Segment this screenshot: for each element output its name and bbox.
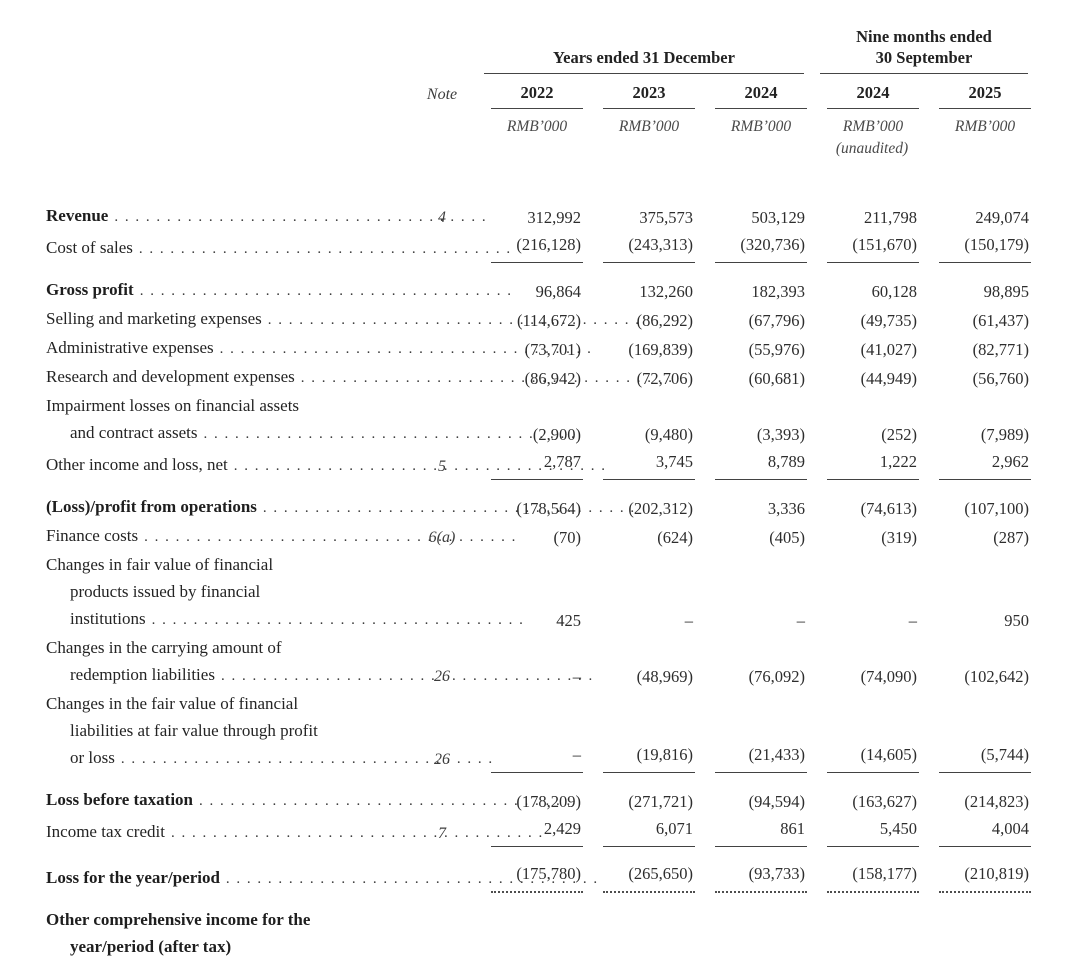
value-cell (924, 448, 1036, 480)
value-amount: (44,949) (860, 369, 917, 388)
value-cell (812, 421, 924, 448)
row-label-column (46, 906, 408, 960)
row-label: Loss for the year/period (46, 868, 220, 887)
value-amount: (94,594) (748, 792, 805, 811)
value-cell (924, 860, 1036, 893)
value-cell (476, 860, 588, 893)
year-header-2023: 2023 (603, 83, 695, 109)
note-column-header: Note (426, 86, 458, 103)
column-group-header-row (46, 26, 1080, 74)
year-header-2022: 2022 (491, 83, 583, 109)
value-amount: 249,074 (975, 208, 1029, 227)
row-label-line (46, 451, 408, 480)
value-amount: (150,179) (939, 231, 1031, 263)
value-amount: (202,312) (628, 499, 693, 518)
value-cell (812, 336, 924, 363)
table-row (46, 690, 1080, 773)
value-cell (700, 788, 812, 815)
value-amount: (178,564) (516, 499, 581, 518)
value-cell (924, 278, 1036, 305)
value-cell (588, 495, 700, 522)
value-cell (812, 307, 924, 334)
row-label: Other income and loss, net (46, 455, 228, 474)
row-label-line (46, 933, 408, 960)
value-amount: (624) (657, 528, 693, 547)
value-cell (588, 741, 700, 773)
value-amount: (102,642) (964, 667, 1029, 686)
row-label: Changes in the carrying amount of (46, 638, 282, 657)
value-amount: 5,450 (827, 815, 919, 847)
value-amount: 861 (715, 815, 807, 847)
row-label-line (46, 906, 408, 933)
value-cell (588, 365, 700, 392)
note-reference: 26 (434, 751, 450, 768)
value-cell (700, 336, 812, 363)
row-label-column (46, 522, 408, 551)
column-group-interim (820, 26, 1028, 74)
value-amount: (93,733) (715, 860, 807, 893)
dot-leader (152, 606, 525, 634)
value-cell (812, 231, 924, 263)
row-label: Changes in the fair value of financial (46, 694, 299, 713)
row-label-line (46, 202, 408, 231)
value-amount: (19,816) (603, 741, 695, 773)
value-cell (476, 421, 588, 448)
value-cell (476, 788, 588, 815)
group-interim-label-line1: Nine months ended (856, 27, 992, 46)
currency-column (812, 116, 924, 160)
row-label-line (46, 605, 408, 634)
note-reference: 26 (434, 668, 450, 685)
value-cell (588, 421, 700, 448)
row-label-column (46, 551, 408, 634)
row-label-line (46, 522, 408, 551)
row-label: Research and development expenses (46, 367, 295, 386)
value-cell (924, 204, 1036, 231)
value-amount: (9,480) (644, 425, 693, 444)
row-label-line (46, 493, 408, 522)
year-column (476, 83, 588, 109)
value-cell (476, 204, 588, 231)
row-label: liabilities at fair value through profit (70, 721, 318, 740)
table-row (46, 493, 1080, 522)
dot-leader (140, 277, 513, 305)
table-row (46, 786, 1080, 815)
note-reference: 7 (438, 825, 446, 842)
value-cell (700, 741, 812, 773)
value-amount: (210,819) (939, 860, 1031, 893)
value-amount: (7,989) (980, 425, 1029, 444)
currency-label: RMB’000 (954, 118, 1016, 135)
row-label-column (46, 634, 408, 690)
value-cell (476, 307, 588, 334)
table-row (46, 634, 1080, 690)
currency-label: RMB’000 (506, 118, 568, 135)
value-amount: (55,976) (748, 340, 805, 359)
value-amount: (74,090) (860, 667, 917, 686)
value-amount: 950 (1004, 611, 1029, 630)
currency-column (588, 116, 700, 138)
year-header-2024-interim: 2024 (827, 83, 919, 109)
value-cell (476, 231, 588, 263)
row-label-line (46, 334, 408, 363)
value-cell (924, 815, 1036, 847)
row-label-line (46, 578, 408, 605)
currency-label: RMB’000 (618, 118, 680, 135)
value-amount: (163,627) (852, 792, 917, 811)
row-label-column (46, 392, 408, 448)
value-amount: – (491, 741, 583, 773)
value-amount: – (684, 611, 693, 630)
value-amount: (175,780) (491, 860, 583, 893)
currency-column (700, 116, 812, 138)
row-label-line (46, 690, 408, 717)
value-cell (476, 448, 588, 480)
value-cell (812, 365, 924, 392)
value-amount: (3,393) (756, 425, 805, 444)
value-amount: (41,027) (860, 340, 917, 359)
value-cell (812, 204, 924, 231)
table-row (46, 551, 1080, 634)
row-label: institutions (70, 609, 146, 628)
row-label-column (46, 305, 408, 334)
value-amount: (158,177) (827, 860, 919, 893)
row-label-column (46, 234, 408, 263)
value-cell (812, 495, 924, 522)
row-label-column (46, 786, 408, 815)
value-cell (700, 365, 812, 392)
currency-label: RMB’000 (730, 118, 792, 135)
row-label-column (46, 451, 408, 480)
table-row (46, 363, 1080, 392)
value-amount: (5,744) (939, 741, 1031, 773)
value-amount: 60,128 (871, 282, 917, 301)
table-row (46, 906, 1080, 960)
value-cell (476, 607, 588, 634)
value-cell (588, 788, 700, 815)
value-cell (924, 607, 1036, 634)
value-cell (812, 815, 924, 847)
year-column (812, 83, 924, 109)
value-cell (700, 860, 812, 893)
row-label: year/period (after tax) (70, 937, 232, 956)
year-column (700, 83, 812, 109)
value-cell (476, 815, 588, 847)
note-reference: 6(a) (428, 529, 456, 546)
value-amount: (216,128) (491, 231, 583, 263)
value-amount: (72,706) (636, 369, 693, 388)
value-cell (924, 336, 1036, 363)
row-label: redemption liabilities (70, 665, 215, 684)
row-label: or loss (70, 748, 115, 767)
row-label: Loss before taxation (46, 790, 194, 809)
value-amount: (320,736) (715, 231, 807, 263)
row-label-line (46, 634, 408, 661)
value-cell (812, 524, 924, 551)
value-cell (476, 663, 588, 690)
value-amount: (86,292) (636, 311, 693, 330)
value-amount: (14,605) (827, 741, 919, 773)
row-label: (Loss)/profit from operations (46, 497, 257, 516)
value-cell (700, 524, 812, 551)
value-amount: (169,839) (628, 340, 693, 359)
value-cell (924, 741, 1036, 773)
value-cell (700, 607, 812, 634)
value-amount: (56,760) (972, 369, 1029, 388)
value-cell (812, 448, 924, 480)
year-header-2025-interim: 2025 (939, 83, 1031, 109)
value-amount: – (908, 611, 917, 630)
currency-header-row (46, 116, 1080, 160)
value-cell (588, 231, 700, 263)
row-label: Gross profit (46, 280, 134, 299)
currency-label: RMB’000 (842, 118, 904, 135)
value-cell (700, 231, 812, 263)
table-row (46, 860, 1080, 893)
value-amount: 211,798 (863, 208, 917, 227)
value-cell (700, 448, 812, 480)
value-amount: 8,789 (715, 448, 807, 480)
value-amount: – (796, 611, 805, 630)
value-amount: (86,942) (524, 369, 581, 388)
value-cell (812, 278, 924, 305)
table-row (46, 448, 1080, 480)
table-row (46, 334, 1080, 363)
table-row (46, 815, 1080, 847)
value-cell (812, 663, 924, 690)
value-cell (588, 448, 700, 480)
value-amount: (76,092) (748, 667, 805, 686)
value-cell (700, 307, 812, 334)
value-cell (924, 788, 1036, 815)
value-amount: 2,429 (491, 815, 583, 847)
row-label-line (46, 818, 408, 847)
value-amount: 6,071 (603, 815, 695, 847)
value-amount: 503,129 (751, 208, 805, 227)
value-cell (588, 336, 700, 363)
value-cell (812, 741, 924, 773)
value-amount: – (572, 667, 581, 686)
value-amount: (178,209) (516, 792, 581, 811)
row-label-line (46, 786, 408, 815)
value-cell (588, 204, 700, 231)
value-cell (588, 278, 700, 305)
note-reference: 5 (438, 458, 446, 475)
value-amount: (61,437) (972, 311, 1029, 330)
value-amount: 4,004 (939, 815, 1031, 847)
table-row (46, 202, 1080, 231)
row-label: Other comprehensive income for the (46, 910, 311, 929)
value-cell (476, 495, 588, 522)
year-header-2024: 2024 (715, 83, 807, 109)
value-cell (812, 860, 924, 893)
value-cell (476, 278, 588, 305)
value-amount: (49,735) (860, 311, 917, 330)
value-cell (924, 365, 1036, 392)
row-label-column (46, 864, 408, 893)
row-label-line (46, 717, 408, 744)
value-amount: 3,336 (767, 499, 805, 518)
row-label: and contract assets (70, 423, 198, 442)
currency-column (476, 116, 588, 138)
row-label: Impairment losses on financial assets (46, 396, 300, 415)
table-row (46, 305, 1080, 334)
value-amount: (82,771) (972, 340, 1029, 359)
value-amount: (271,721) (628, 792, 693, 811)
row-label-line (46, 551, 408, 578)
value-amount: 96,864 (535, 282, 581, 301)
value-amount: (67,796) (748, 311, 805, 330)
row-label-column (46, 818, 408, 847)
value-amount: 312,992 (527, 208, 581, 227)
row-label: Income tax credit (46, 822, 165, 841)
year-column (588, 83, 700, 109)
value-cell (476, 365, 588, 392)
year-column (924, 83, 1036, 109)
row-label-line (46, 305, 408, 334)
value-amount: (70) (553, 528, 581, 547)
row-label: Changes in fair value of financial (46, 555, 274, 574)
value-amount: (73,701) (524, 340, 581, 359)
value-cell (476, 336, 588, 363)
value-cell (700, 204, 812, 231)
table-row (46, 231, 1080, 263)
value-amount: (405) (769, 528, 805, 547)
row-label-line (46, 392, 408, 419)
value-amount: 2,962 (939, 448, 1031, 480)
unaudited-label: (unaudited) (835, 140, 909, 157)
value-cell (700, 421, 812, 448)
value-amount: (243,313) (603, 231, 695, 263)
value-cell (588, 815, 700, 847)
value-amount: (114,672) (516, 311, 581, 330)
statement-rows (46, 202, 1080, 960)
row-label-column (46, 363, 408, 392)
value-amount: 182,393 (751, 282, 805, 301)
row-label-line (46, 363, 408, 392)
row-label-column (46, 690, 408, 773)
row-label-line (46, 744, 408, 773)
row-label-column (46, 493, 408, 522)
value-amount: 98,895 (983, 282, 1029, 301)
value-amount: (60,681) (748, 369, 805, 388)
table-row (46, 392, 1080, 448)
row-label: Selling and marketing expenses (46, 309, 262, 328)
row-label-column (46, 334, 408, 363)
value-cell (924, 663, 1036, 690)
row-label: Finance costs (46, 526, 139, 545)
row-label-column (46, 202, 408, 231)
column-group-annual (484, 47, 804, 74)
group-interim-label-line2: 30 September (875, 48, 973, 67)
value-cell (476, 524, 588, 551)
row-label: Administrative expenses (46, 338, 214, 357)
dot-leader (139, 235, 512, 263)
row-label: Cost of sales (46, 238, 133, 257)
value-cell (924, 231, 1036, 263)
value-amount: 375,573 (639, 208, 693, 227)
value-cell (924, 421, 1036, 448)
value-amount: (74,613) (860, 499, 917, 518)
value-cell (812, 607, 924, 634)
currency-column (924, 116, 1036, 138)
value-cell (924, 307, 1036, 334)
value-cell (700, 278, 812, 305)
value-cell (588, 607, 700, 634)
value-amount: (214,823) (964, 792, 1029, 811)
value-amount: (319) (881, 528, 917, 547)
value-cell (924, 524, 1036, 551)
value-cell (700, 663, 812, 690)
year-header-row (46, 83, 1080, 109)
value-amount: 425 (556, 611, 581, 630)
value-cell (588, 860, 700, 893)
row-label-line (46, 661, 408, 690)
value-amount: 1,222 (827, 448, 919, 480)
row-label: Revenue (46, 206, 109, 225)
row-label-line (46, 234, 408, 263)
table-row (46, 522, 1080, 551)
value-amount: 3,745 (603, 448, 695, 480)
value-amount: (21,433) (715, 741, 807, 773)
row-label-line (46, 276, 408, 305)
value-amount: 2,787 (491, 448, 583, 480)
value-cell (700, 495, 812, 522)
row-label-line (46, 419, 408, 448)
table-row (46, 276, 1080, 305)
group-annual-label: Years ended 31 December (553, 48, 735, 67)
value-amount: (265,650) (603, 860, 695, 893)
row-label-column (46, 276, 408, 305)
value-cell (924, 495, 1036, 522)
value-cell (700, 815, 812, 847)
value-cell (812, 788, 924, 815)
value-amount: 132,260 (639, 282, 693, 301)
value-amount: (287) (993, 528, 1029, 547)
value-amount: (252) (881, 425, 917, 444)
value-amount: (107,100) (964, 499, 1029, 518)
value-amount: (2,900) (532, 425, 581, 444)
value-amount: (151,670) (827, 231, 919, 263)
row-label-line (46, 864, 408, 893)
value-cell (588, 307, 700, 334)
note-reference: 4 (438, 209, 446, 226)
row-label: products issued by financial (70, 582, 261, 601)
value-amount: (48,969) (636, 667, 693, 686)
value-cell (588, 663, 700, 690)
value-cell (476, 741, 588, 773)
value-cell (588, 524, 700, 551)
